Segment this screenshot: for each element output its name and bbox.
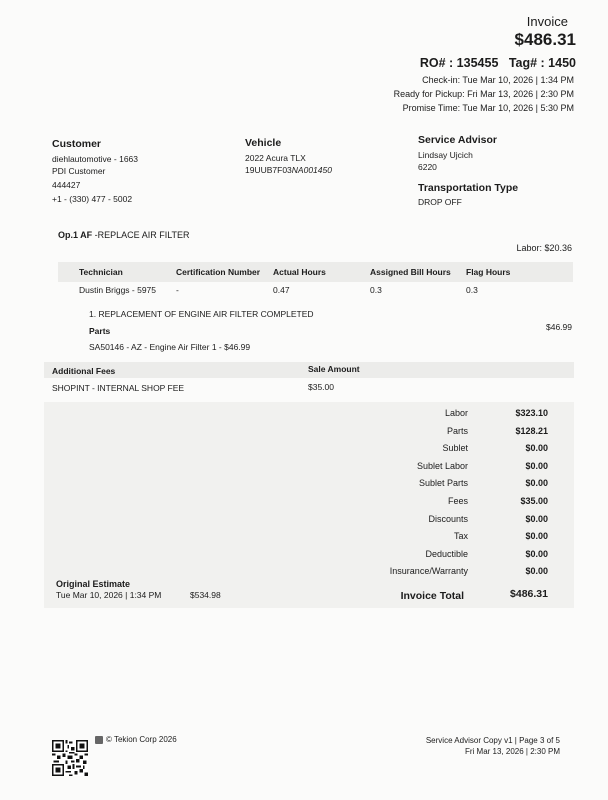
flag-hours: 0.3 — [466, 285, 478, 295]
certification-number: - — [176, 285, 179, 295]
copyright: © Tekion Corp 2026 — [106, 735, 177, 744]
invoice-total-header: $486.31 — [514, 30, 576, 49]
ro-tag-line — [420, 56, 576, 70]
totals-label: Labor — [444, 408, 468, 418]
fee-amount: $35.00 — [308, 382, 334, 392]
sale-amount-heading: Sale Amount — [308, 364, 360, 374]
totals-label: Discounts — [428, 513, 468, 524]
printed-date: Fri Mar 13, 2026 | 2:30 PM — [464, 747, 560, 756]
operation-note: 1. REPLACEMENT OF ENGINE AIR FILTER COMPLETED — [89, 309, 314, 319]
vehicle-vin — [245, 164, 332, 176]
customer-phone: +1 - (330) 477 - 5002 — [52, 194, 133, 204]
customer-block — [52, 138, 138, 205]
totals-value: $128.21 — [515, 425, 548, 436]
advisor-number: 6220 — [418, 162, 437, 172]
fee-item: SHOPINT - INTERNAL SHOP FEE — [52, 383, 185, 393]
vehicle-heading: Vehicle — [245, 137, 282, 149]
qr-code-icon — [52, 740, 88, 776]
totals-value: $0.00 — [525, 531, 548, 542]
customer-type: PDI Customer — [52, 166, 106, 176]
totals-value: $0.00 — [525, 478, 548, 489]
vin-prefix: 19UUB7F03 — [245, 165, 292, 175]
original-estimate-date: Tue Mar 10, 2026 | 1:34 PM — [56, 590, 162, 600]
totals-value: $0.00 — [525, 513, 548, 524]
operation-code: Op.1 AF — [58, 230, 93, 240]
original-estimate-amount: $534.98 — [190, 590, 221, 600]
parts-amount: $46.99 — [546, 322, 572, 332]
copy-info: Service Advisor Copy v1 | Page 3 of 5 — [425, 736, 560, 745]
tekion-logo-icon — [95, 736, 103, 744]
customer-heading: Customer — [52, 138, 102, 150]
ro-number: RO# : 135455 — [419, 56, 499, 70]
parts-heading: Parts — [89, 326, 111, 336]
operation-name: -REPLACE AIR FILTER — [92, 230, 190, 240]
col-flag-hours: Flag Hours — [466, 267, 511, 277]
totals-label: Sublet — [442, 443, 468, 454]
assigned-bill-hours: 0.3 — [370, 285, 382, 295]
col-assigned-bill-hours: Assigned Bill Hours — [370, 267, 451, 277]
invoice-total-value: $486.31 — [510, 588, 548, 600]
transport-type: DROP OFF — [418, 197, 462, 207]
totals-label: Sublet Parts — [418, 478, 468, 489]
totals-value: $0.00 — [525, 566, 548, 577]
col-actual-hours: Actual Hours — [273, 267, 326, 277]
advisor-name: Lindsay Ujcich — [418, 150, 473, 160]
promise-time: Promise Time: Tue Mar 10, 2026 | 5:30 PM — [402, 103, 574, 113]
operation-title — [58, 230, 190, 240]
totals-value: $0.00 — [525, 443, 548, 454]
customer-name: diehlautomotive - 1663 — [52, 154, 139, 164]
date-block — [394, 73, 574, 115]
totals-label: Parts — [446, 425, 468, 436]
check-in: Check-in: Tue Mar 10, 2026 | 1:34 PM — [422, 75, 574, 85]
part-line: SA50146 - AZ - Engine Air Filter 1 - $46.99 — [89, 342, 251, 352]
tag-number: Tag# : 1450 — [508, 56, 576, 70]
vehicle-model: 2022 Acura TLX — [245, 153, 306, 163]
totals-label: Sublet Labor — [416, 460, 468, 471]
operation-labor: Labor: $20.36 — [516, 243, 572, 253]
invoice-label: Invoice — [526, 14, 568, 29]
customer-number: 444427 — [52, 180, 81, 190]
totals-value: $323.10 — [515, 408, 548, 418]
advisor-heading: Service Advisor — [418, 134, 497, 146]
footer-info — [426, 735, 560, 757]
totals-label: Tax — [453, 531, 468, 542]
totals-label: Insurance/Warranty — [389, 566, 468, 577]
advisor-block — [418, 134, 518, 208]
transport-heading: Transportation Type — [418, 182, 519, 194]
col-technician: Technician — [79, 267, 123, 277]
technician-name: Dustin Briggs - 5975 — [79, 285, 157, 295]
totals-value: $35.00 — [520, 496, 548, 506]
original-estimate-heading: Original Estimate — [56, 579, 131, 589]
invoice-total-label: Invoice Total — [400, 590, 464, 602]
vehicle-block — [245, 137, 332, 176]
totals-label: Fees — [447, 496, 468, 506]
col-certification: Certification Number — [176, 267, 261, 277]
totals-value: $0.00 — [525, 548, 548, 559]
vin-suffix: NA001450 — [291, 165, 332, 175]
totals-value: $0.00 — [525, 460, 548, 471]
totals-label: Deductible — [425, 548, 468, 559]
fees-heading: Additional Fees — [52, 366, 116, 376]
totals-panel — [44, 402, 574, 608]
actual-hours: 0.47 — [273, 285, 290, 295]
ready-for-pickup: Ready for Pickup: Fri Mar 13, 2026 | 2:30 PM — [393, 89, 574, 99]
